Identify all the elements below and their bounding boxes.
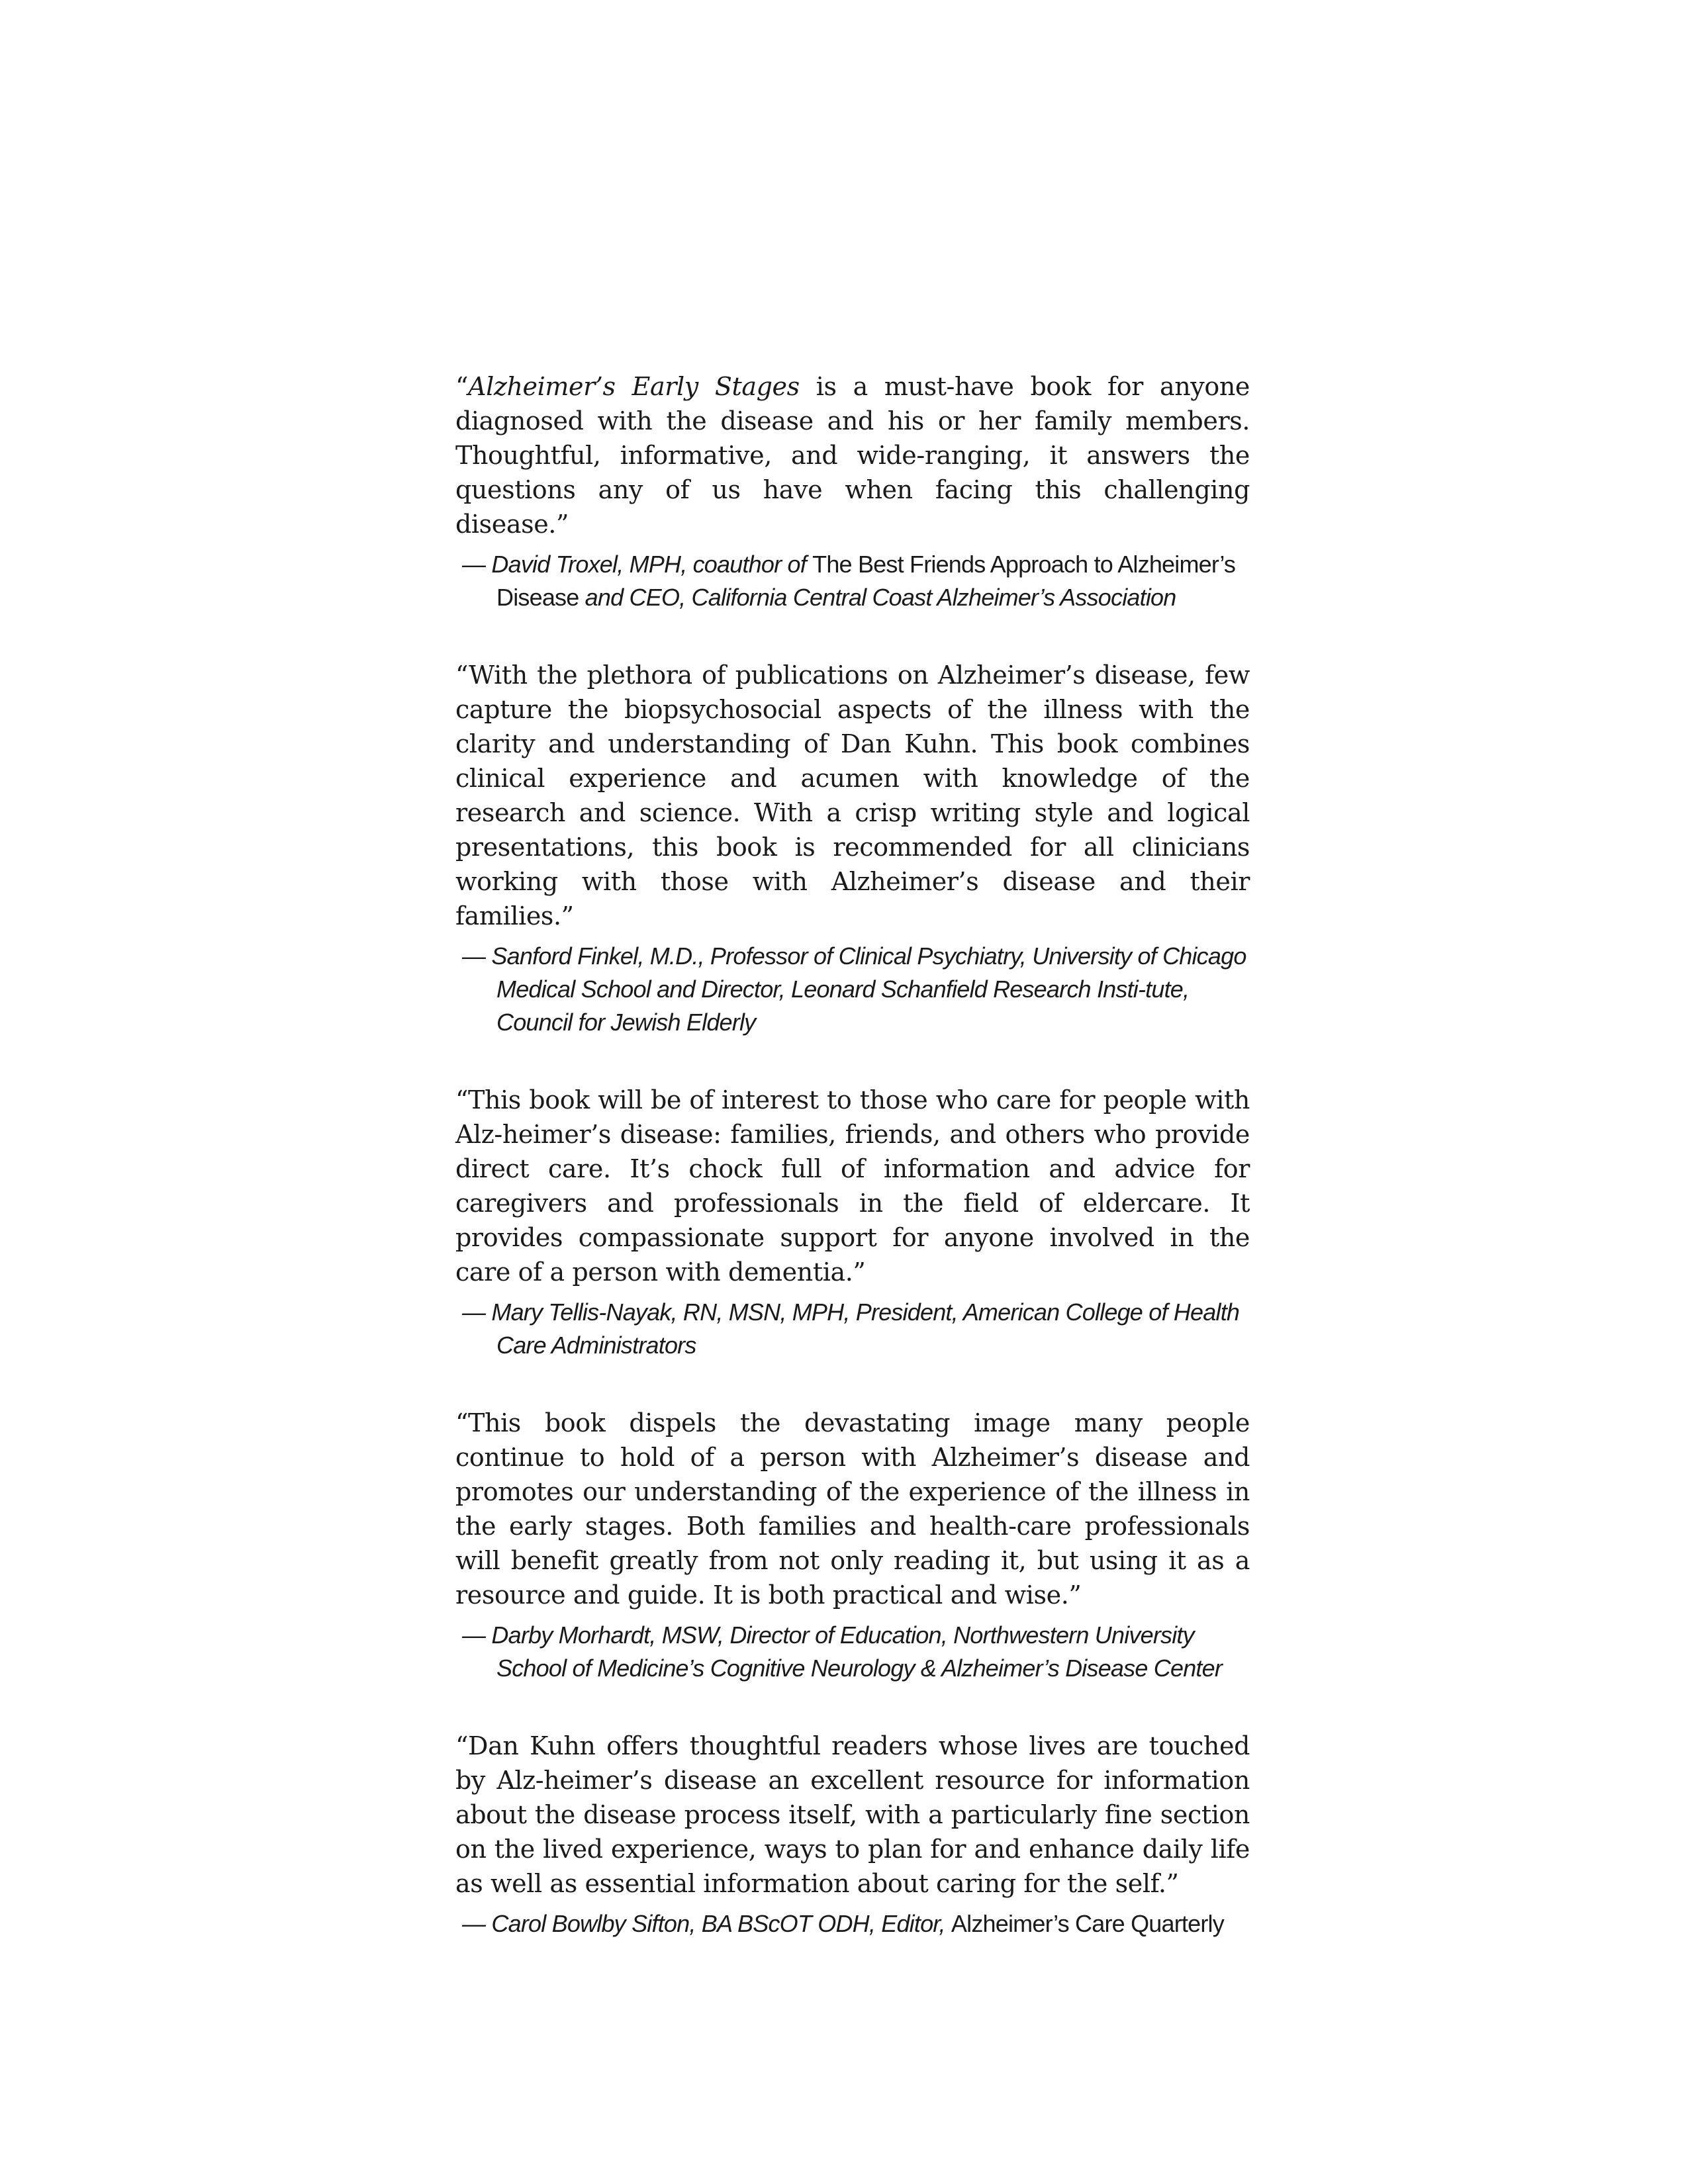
blurb-troxel bbox=[455, 369, 1250, 614]
praise-page bbox=[455, 369, 1250, 1940]
blurb-quote bbox=[455, 369, 1250, 541]
blurb-tellis-nayak bbox=[455, 1083, 1250, 1362]
blurb-attribution bbox=[455, 1907, 1250, 1940]
blurb-quote: “This book will be of interest to those who care for people with Alz-heimer’s disease: families, friends, and others who provide direct care. It’s chock full of information and advice for caregivers and professionals in the field of eldercare. It provides compassionate support for anyone involved in the care of a person with dementia.” bbox=[455, 1085, 1250, 1287]
blurb-sifton bbox=[455, 1729, 1250, 1940]
attribution-lead: — Carol Bowlby Sifton, BA BScOT ODH, Editor, bbox=[462, 1910, 951, 1937]
blurb-finkel bbox=[455, 658, 1250, 1039]
quote-text: is a must-have book for anyone diagnosed with the disease and his or her family members. Thoughtful, informative, and wide-ranging, it answers the questions any of us have when facing this challenging disease.” bbox=[455, 372, 1250, 539]
blurb-quote: “This book dispels the devastating image many people continue to hold of a person with Alzheimer’s disease and promotes our understanding of the experience of the illness in the early stages. Both families and health-care professionals will benefit greatly from not only reading it, but using it as a resource and guide. It is both practical and wise.” bbox=[455, 1408, 1250, 1610]
attribution-lead: — David Troxel, MPH, coauthor of bbox=[462, 551, 813, 578]
blurb-attribution bbox=[455, 548, 1250, 614]
blurb-attribution: — Mary Tellis-Nayak, RN, MSN, MPH, President, American College of Health Care Administrators bbox=[462, 1298, 1240, 1359]
cited-work: The Best Friends Approach to Alzheimer’s Disease bbox=[496, 551, 1236, 611]
quote-open-mark: “ bbox=[455, 372, 469, 401]
cited-work: Alzheimer’s Care Quarterly bbox=[951, 1910, 1224, 1937]
blurb-attribution: — Darby Morhardt, MSW, Director of Education, Northwestern University School of Medicine’s Cognitive Neurology & Alzheimer’s Disease Center bbox=[462, 1621, 1223, 1682]
blurb-morhardt bbox=[455, 1406, 1250, 1685]
blurb-attribution: — Sanford Finkel, M.D., Professor of Clinical Psychiatry, University of Chicago Medical School and Director, Leonard Schanfield Research Insti-tute, Council for Jewish Elderly bbox=[462, 942, 1246, 1036]
book-title: Alzheimer’s Early Stages bbox=[468, 372, 800, 401]
blurb-quote: “With the plethora of publications on Alzheimer’s disease, few capture the biopsychosocial aspects of the illness with the clarity and understanding of Dan Kuhn. This book combines clinical experience and acumen with knowledge of the research and science. With a crisp writing style and logical presentations, this book is recommended for all clinicians working with those with Alzheimer’s disease and their families.” bbox=[455, 660, 1250, 931]
attribution-tail: and CEO, California Central Coast Alzheimer’s Association bbox=[579, 584, 1176, 611]
blurb-quote: “Dan Kuhn offers thoughtful readers whose lives are touched by Alz-heimer’s disease an excellent resource for information about the disease process itself, with a particularly fine section on the lived experience, ways to plan for and enhance daily life as well as essential information about caring for the self.” bbox=[455, 1731, 1250, 1898]
